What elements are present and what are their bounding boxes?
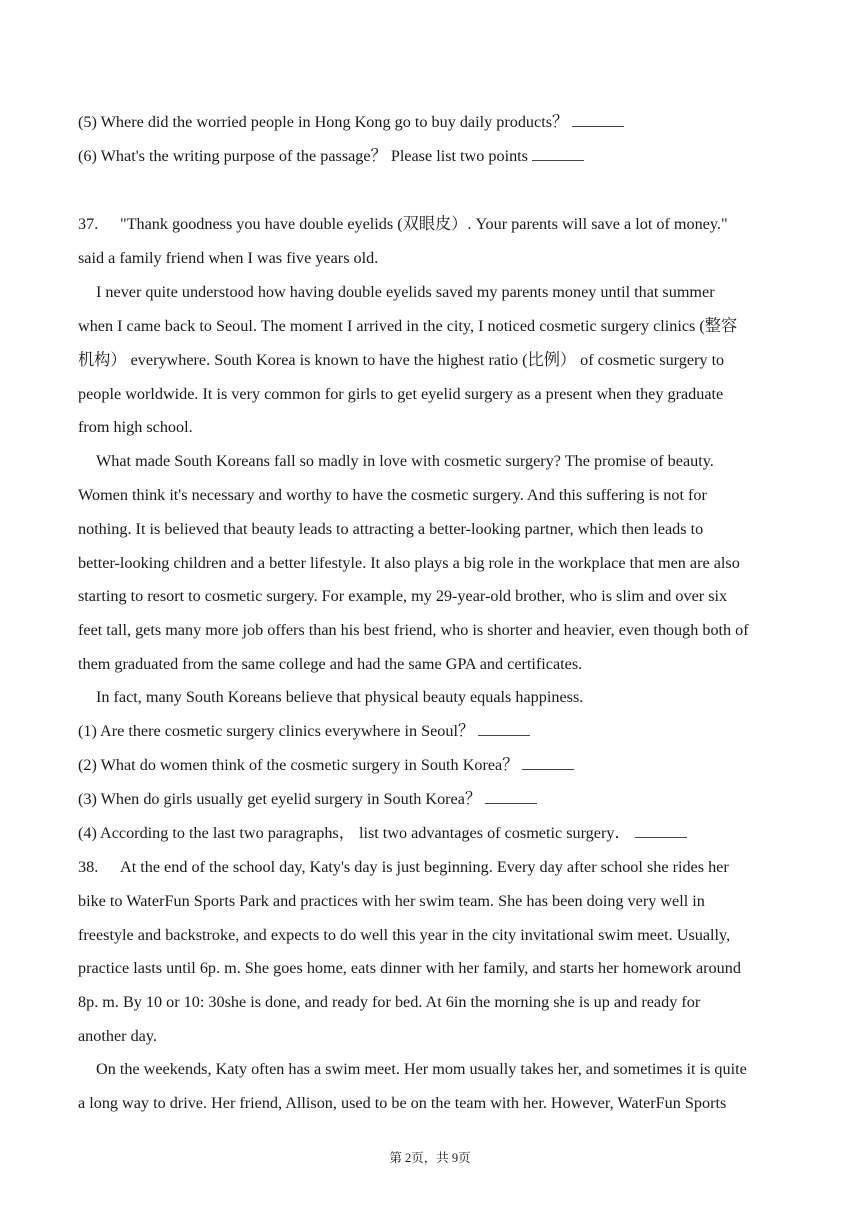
passage-text: "Thank goodness you have double eyelids (双眼皮）. Your parents will save a lot of money." xyxy=(120,215,728,233)
passage-37-line: I never quite understood how having double eyelids saved my parents money until that summer xyxy=(96,283,715,301)
passage-38-line xyxy=(78,856,786,878)
question-5-text: Where did the worried people in Hong Kong go to buy daily products？ xyxy=(100,113,569,131)
passage-37-line: What made South Koreans fall so madly in love with cosmetic surgery? The promise of beauty. xyxy=(96,452,714,470)
answer-blank[interactable] xyxy=(635,823,687,838)
passage-37-line: better-looking children and a better lifestyle. It also plays a big role in the workplace that men are also xyxy=(78,554,740,572)
passage-37-line: starting to resort to cosmetic surgery. For example, my 29-year-old brother, who is slim and over six xyxy=(78,587,728,605)
answer-blank[interactable] xyxy=(522,755,574,770)
question-38-number: 38. xyxy=(78,858,99,876)
passage-37-line: Women think it's necessary and worthy to have the cosmetic surgery. And this suffering is not for xyxy=(78,486,707,504)
answer-blank[interactable] xyxy=(485,789,537,804)
passage-37-line: said a family friend when I was five years old. xyxy=(78,249,379,267)
passage-38-line: another day. xyxy=(78,1027,157,1045)
passage-37-line: In fact, many South Koreans believe that physical beauty equals happiness. xyxy=(96,688,584,706)
question-37-3 xyxy=(78,788,786,810)
passage-38-line: freestyle and backstroke, and expects to do well this year in the city invitational swim meet. Usually, xyxy=(78,926,731,944)
question-37-1 xyxy=(78,720,786,742)
passage-38-line: bike to WaterFun Sports Park and practices with her swim team. She has been doing very well in xyxy=(78,892,705,910)
passage-37-line: when I came back to Seoul. The moment I arrived in the city, I noticed cosmetic surgery clinics (整容 xyxy=(78,317,738,335)
passage-37-line: 机构） everywhere. South Korea is known to have the highest ratio (比例） of cosmetic surgery to xyxy=(78,351,725,369)
passage-37-line: feet tall, gets many more job offers than his best friend, who is shorter and heavier, even though both of xyxy=(78,621,749,639)
passage-38-line: 8p. m. By 10 or 10: 30she is done, and ready for bed. At 6in the morning she is up and ready for xyxy=(78,993,701,1011)
passage-38-line: practice lasts until 6p. m. She goes home, eats dinner with her family, and starts her homework around xyxy=(78,959,741,977)
answer-blank[interactable] xyxy=(478,721,530,736)
answer-blank[interactable] xyxy=(532,146,584,161)
passage-37-line: people worldwide. It is very common for girls to get eyelid surgery as a present when they graduate xyxy=(78,385,724,403)
question-37-4 xyxy=(78,822,786,844)
page-footer: 第 2页，共 9页 xyxy=(389,1151,471,1165)
passage-38-line: a long way to drive. Her friend, Allison, used to be on the team with her. However, WaterFun Sports xyxy=(78,1094,727,1112)
passage-37-line xyxy=(78,213,786,235)
question-text: (1) Are there cosmetic surgery clinics everywhere in Seoul？ xyxy=(78,722,475,740)
question-text: (4) According to the last two paragraphs， list two advantages of cosmetic surgery． xyxy=(78,824,631,842)
answer-blank[interactable] xyxy=(572,112,624,127)
question-37-2 xyxy=(78,754,786,776)
question-text: (3) When do girls usually get eyelid surgery in South Korea？ xyxy=(78,790,482,808)
passage-37-line: them graduated from the same college and had the same GPA and certificates. xyxy=(78,655,583,673)
question-5-number: (5) xyxy=(78,113,97,131)
question-6 xyxy=(78,145,786,167)
question-37-number: 37. xyxy=(78,215,99,233)
question-6-text: What's the writing purpose of the passage？ Please list two points xyxy=(100,147,528,165)
passage-38-line: On the weekends, Katy often has a swim meet. Her mom usually takes her, and sometimes it is quite xyxy=(96,1060,747,1078)
passage-text: At the end of the school day, Katy's day is just beginning. Every day after school she rides her xyxy=(120,858,729,876)
passage-37-line: nothing. It is believed that beauty leads to attracting a better-looking partner, which then leads to xyxy=(78,520,704,538)
question-5 xyxy=(78,111,786,133)
question-6-number: (6) xyxy=(78,147,97,165)
question-text: (2) What do women think of the cosmetic surgery in South Korea？ xyxy=(78,756,519,774)
passage-37-line: from high school. xyxy=(78,418,193,436)
